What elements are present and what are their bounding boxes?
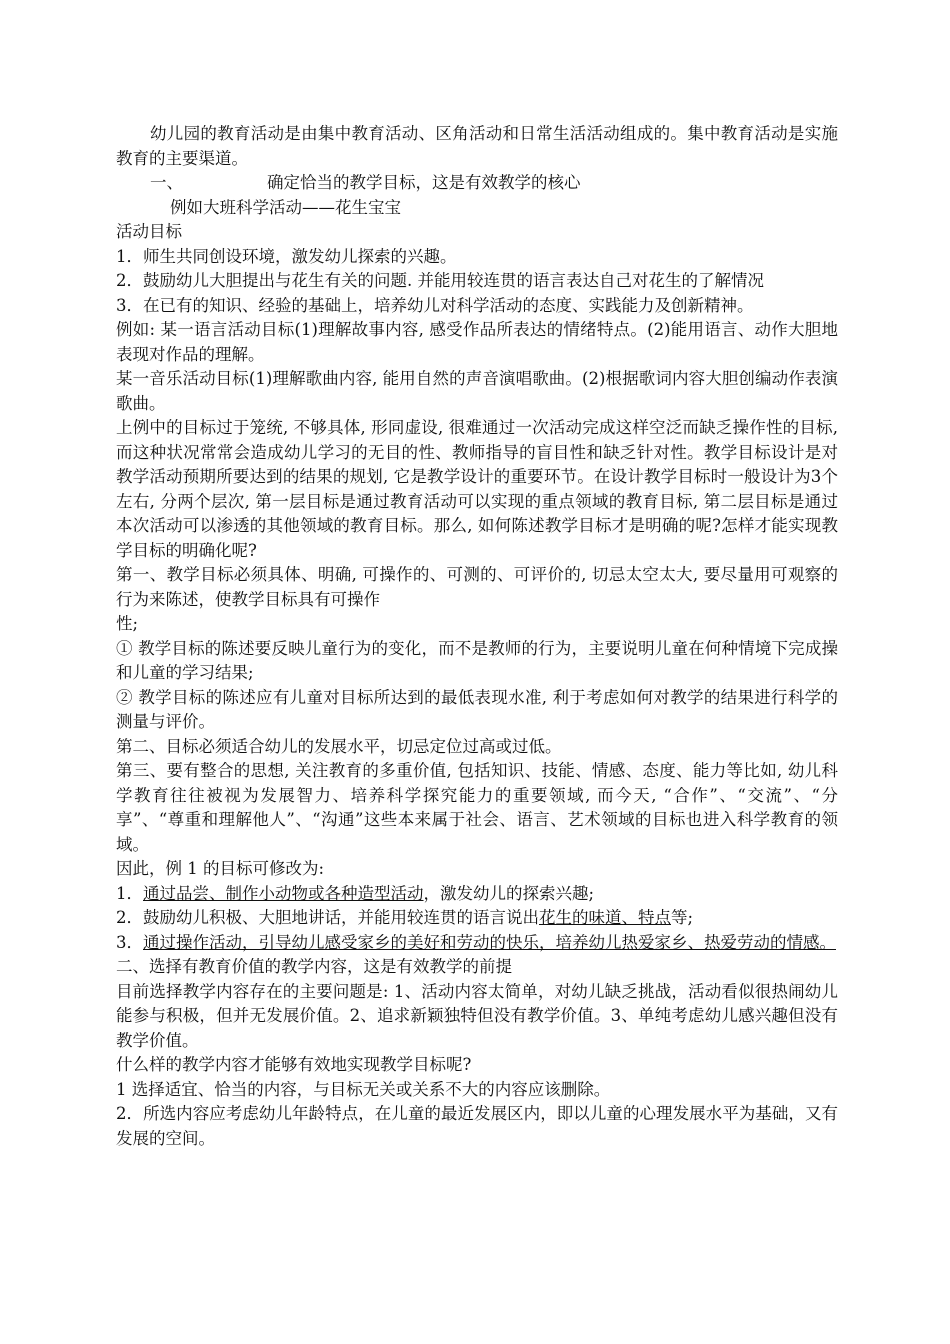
section-1-number: 一、 — [150, 173, 183, 192]
music-goal-example: 某一音乐活动目标(1)理解歌曲内容, 能用自然的声音演唱歌曲。(2)根据歌词内容大胆创编动作表演歌曲。 — [116, 369, 838, 413]
revised-goal-1: 1．通过品尝、制作小动物或各种造型活动，激发幼儿的探索兴趣; — [116, 883, 595, 903]
first-principle-cont: 性; — [116, 614, 139, 633]
revised-goal-3: 3．通过操作活动，引导幼儿感受家乡的美好和劳动的快乐，培养幼儿热爱家乡、热爱劳动的情感。 — [116, 932, 836, 952]
second-principle: 第二、目标必须适合幼儿的发展水平，切忌定位过高或过低。 — [116, 736, 562, 756]
intro-paragraph: 幼儿园的教育活动是由集中教育活动、区角活动和日常生活活动组成的。集中教育活动是实施教育的主要渠道。 — [116, 124, 838, 168]
section-1-title: 确定恰当的教学目标，这是有效教学的核心 — [267, 173, 581, 192]
goal-item: 1．师生共同创设环境，激发幼儿探索的兴趣。 — [116, 246, 457, 266]
goal-item: 2．鼓励幼儿大胆提出与花生有关的问题. 并能用较连贯的语言表达自己对花生的了解情况 — [116, 271, 764, 290]
first-principle: 第一、教学目标必须具体、明确, 可操作的、可测的、可评价的, 切忌太空太大, 要尽量用可观察的行为来陈述，使教学目标具有可操作 — [116, 565, 838, 609]
circled-point-2: ② 教学目标的陈述应有儿童对目标所达到的最低表现水准, 利于考虑如何对教学的结果进行科学的测量与评价。 — [116, 687, 838, 731]
document-body — [116, 122, 838, 1151]
circled-point-1: ① 教学目标的陈述要反映儿童行为的变化，而不是教师的行为，主要说明儿童在何种情境下完成操和儿童的学习结果; — [116, 638, 838, 682]
analysis-paragraph: 上例中的目标过于笼统, 不够具体, 形同虚设, 很难通过一次活动完成这样空泛而缺乏操作性的目标, 而这种状况常常会造成幼儿学习的无目的性、教师指导的盲目性和缺乏针对性。教学目标设计是对教学活动预期所要达到的结果的规划, 它是教学设计的重要环节。在设计教学目标时一般设计为3个左右, 分两个层次, 第一层目标是通过教育活动可以实现的重点领域的教育目标, 第二层目标是通过本次活动可以渗透的其他领域的教育目标。那么, 如何陈述教学目标才是明确的呢?怎样才能实现教学目标的明确化呢? — [116, 418, 838, 560]
revised-goal-2: 2．鼓励幼儿积极、大胆地讲话，并能用较连贯的语言说出花生的味道、特点等; — [116, 908, 694, 927]
language-goal-example: 例如: 某一语言活动目标(1)理解故事内容, 感受作品所表达的情绪特点。(2)能用语言、动作大胆地表现对作品的理解。 — [116, 320, 838, 364]
underlined-text: 通过品尝、制作小动物或各种造型活动 — [143, 883, 424, 903]
underlined-text: 通过操作活动，引导幼儿感受家乡的美好和劳动的快乐，培养幼儿热爱家乡、热爱劳动的情感。 — [143, 932, 836, 952]
problems-paragraph: 目前选择教学内容存在的主要问题是: 1、活动内容太简单，对幼儿缺乏挑战，活动看似很热闹幼儿能参与积极，但并无发展价值。2、追求新颖独特但没有教学价值。3、单纯考虑幼儿感兴趣但没有教学价值。 — [116, 981, 838, 1050]
revision-intro: 因此，例 1 的目标可修改为: — [116, 859, 325, 878]
question-line: 什么样的教学内容才能够有效地实现教学目标呢? — [116, 1055, 472, 1074]
content-point-2: 2．所选内容应考虑幼儿年龄特点，在儿童的最近发展区内，即以儿童的心理发展水平为基础，又有发展的空间。 — [116, 1104, 838, 1148]
section-2-heading: 二、选择有教育价值的教学内容，这是有效教学的前提 — [116, 957, 512, 976]
example-title: 例如大班科学活动——花生宝宝 — [170, 197, 401, 217]
section-1-heading — [116, 171, 838, 196]
goals-heading: 活动目标 — [116, 222, 182, 241]
content-point-1: 1 选择适宜、恰当的内容，与目标无关或关系不大的内容应该删除。 — [116, 1079, 611, 1099]
third-principle: 第三、要有整合的思想, 关注教育的多重价值, 包括知识、技能、情感、态度、能力等比如, 幼儿科学教育往往被视为发展智力、培养科学探究能力的重要领域, 而今天, “合作”、“交流”、“分享”、“尊重和理解他人”、“沟通”这些本来属于社会、语言、艺术领域的目标也进入科学教育的领域。 — [116, 761, 838, 854]
goal-item: 3．在已有的知识、经验的基础上，培养幼儿对科学活动的态度、实践能力及创新精神。 — [116, 295, 754, 315]
underlined-text: 花生的味道、特点 — [539, 908, 671, 927]
